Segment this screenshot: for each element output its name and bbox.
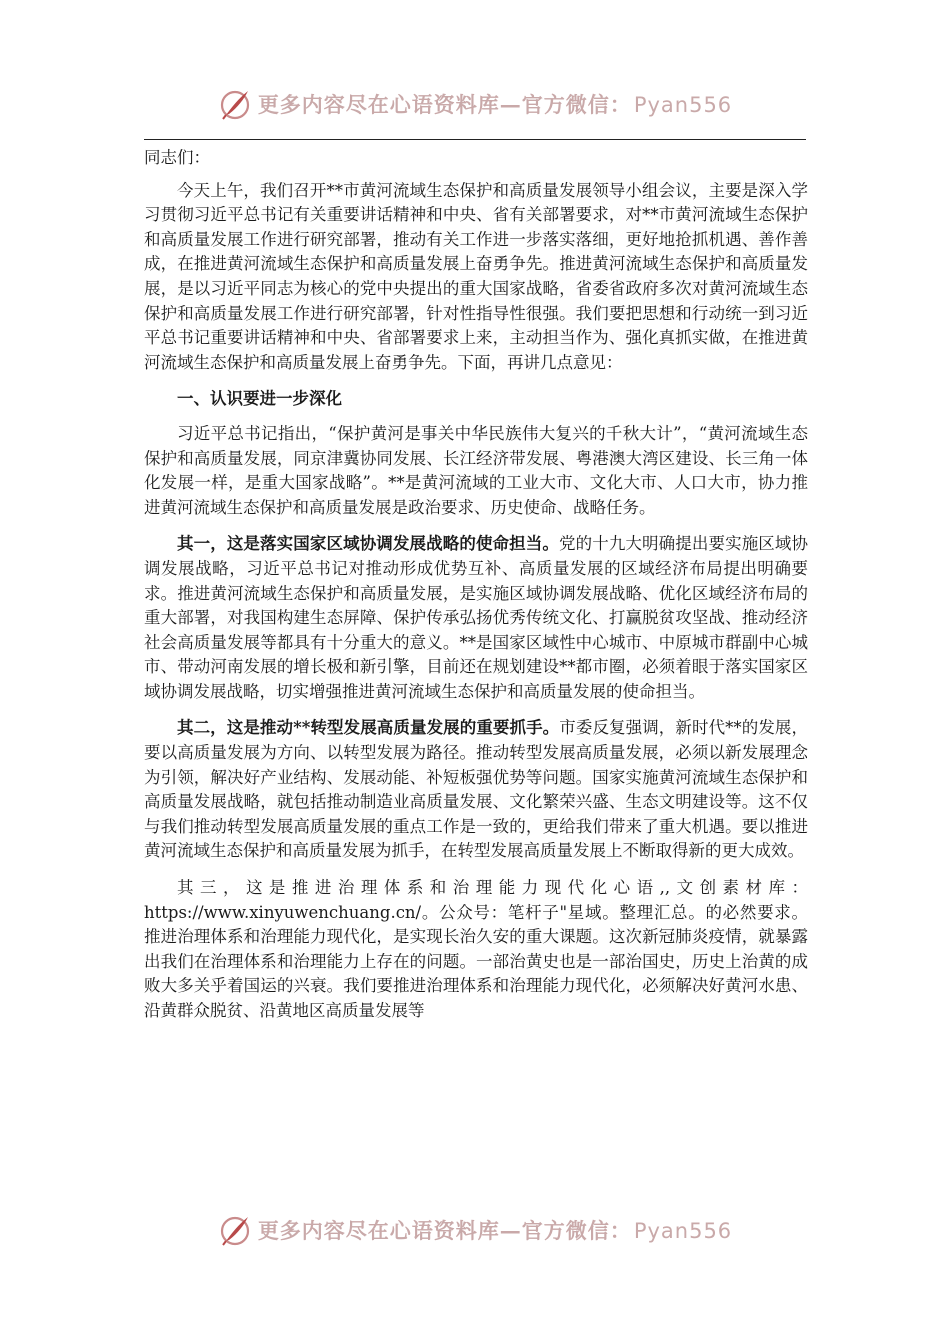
footer-banner <box>0 1206 950 1254</box>
wechat-id: Pyan556 <box>633 1219 733 1243</box>
point-one-body: 党的十九大明确提出要实施区域协调发展战略，习近平总书记对推动形成优势互补、高质量发展的区域经济布局提出明确要求。推进黄河流域生态保护和高质量发展，是实施区域协调发展战略、优化区域经济布局的重大部署，对我国构建生态屏障、保护传承弘扬优秀传统文化、打赢脱贫攻坚战、推动经济社会高质量发展等都具有十分重大的意义。**是国家区域性中心城市、中原城市群副中心城市、带动河南发展的增长极和新引擎，目前还在规划建设**都市圈，必须着眼于落实国家区域协调发展战略，切实增强推进黄河流域生态保护和高质量发展的使命担当。 <box>144 534 809 701</box>
quill-pen-icon <box>218 1213 252 1247</box>
point-two-paragraph <box>144 716 808 864</box>
salutation: 同志们： <box>144 148 210 167</box>
section-heading: 一、认识要进一步深化 <box>177 389 342 409</box>
point-one-paragraph <box>144 532 808 704</box>
wechat-id: Pyan556 <box>633 93 733 117</box>
section-intro-paragraph: 习近平总书记指出，“保护黄河是事关中华民族伟大复兴的千秋大计”，“黄河流域生态保护和高质量发展，同京津冀协同发展、长江经济带发展、粤港澳大湾区建设、长三角一体化发展一样，是重大国家战略”。**是黄河流域的工业大市、文化大市、人口大市，协力推进黄河流域生态保护和高质量发展是政治要求、历史使命、战略任务。 <box>144 423 808 517</box>
header-rule <box>144 139 806 140</box>
point-two-body: 市委反复强调，新时代**的发展，要以高质量发展为方向、以转型发展为路径。推动转型发展高质量发展，必须以新发展理念为引领，解决好产业结构、发展动能、补短板强优势等问题。国家实施黄河流域生态保护和高质量发展战略，就包括推动制造业高质量发展、文化繁荣兴盛、生态文明建设等。这不仅与我们推动转型发展高质量发展的重点工作是一致的，更给我们带来了重大机遇。要以推进黄河流域生态保护和高质量发展为抓手，在转型发展高质量发展上不断取得新的更大成效。 <box>144 718 809 861</box>
quill-pen-icon <box>218 87 252 121</box>
banner-text: 更多内容尽在心语资料库—官方微信：Pyan556 <box>257 1218 733 1243</box>
header-banner <box>0 80 950 128</box>
point-three-paragraph: 其三，这是推进治理体系和治理能力现代化心语,,文创素材库：https://www.xinyuwenchuang.cn/。公众号：笔杆子"星域。整理汇总。的必然要求。推进治理体系和治理能力现代化，是实现长治久安的重大课题。这次新冠肺炎疫情，就暴露出我们在治理体系和治理能力上存在的问题。一部治黄史也是一部治国史，历史上治黄的成败大多关乎着国运的兴衰。我们要推进治理体系和治理能力现代化，必须解决好黄河水患、沿黄群众脱贫、沿黄地区高质量发展等 <box>144 878 808 1020</box>
intro-paragraph: 今天上午，我们召开**市黄河流域生态保护和高质量发展领导小组会议，主要是深入学习贯彻习近平总书记有关重要讲话精神和中央、省有关部署要求，对**市黄河流域生态保护和高质量发展工作进行研究部署，推动有关工作进一步落实落细，更好地抢抓机遇、善作善成，在推进黄河流域生态保护和高质量发展上奋勇争先。推进黄河流域生态保护和高质量发展，是以习近平同志为核心的党中央提出的重大国家战略，省委省政府多次对黄河流域生态保护和高质量发展工作进行研究部署，针对性指导性很强。我们要把思想和行动统一到习近平总书记重要讲话精神和中央、省部署要求上来，主动担当作为、强化真抓实做，在推进黄河流域生态保护和高质量发展上奋勇争先。下面，再讲几点意见： <box>144 180 808 372</box>
document-body <box>144 146 808 1024</box>
point-one-lead: 其一，这是落实国家区域协调发展战略的使命担当。 <box>177 534 559 554</box>
point-two-lead: 其二，这是推动**转型发展高质量发展的重要抓手。 <box>177 718 560 738</box>
banner-text: 更多内容尽在心语资料库—官方微信：Pyan556 <box>257 92 733 117</box>
